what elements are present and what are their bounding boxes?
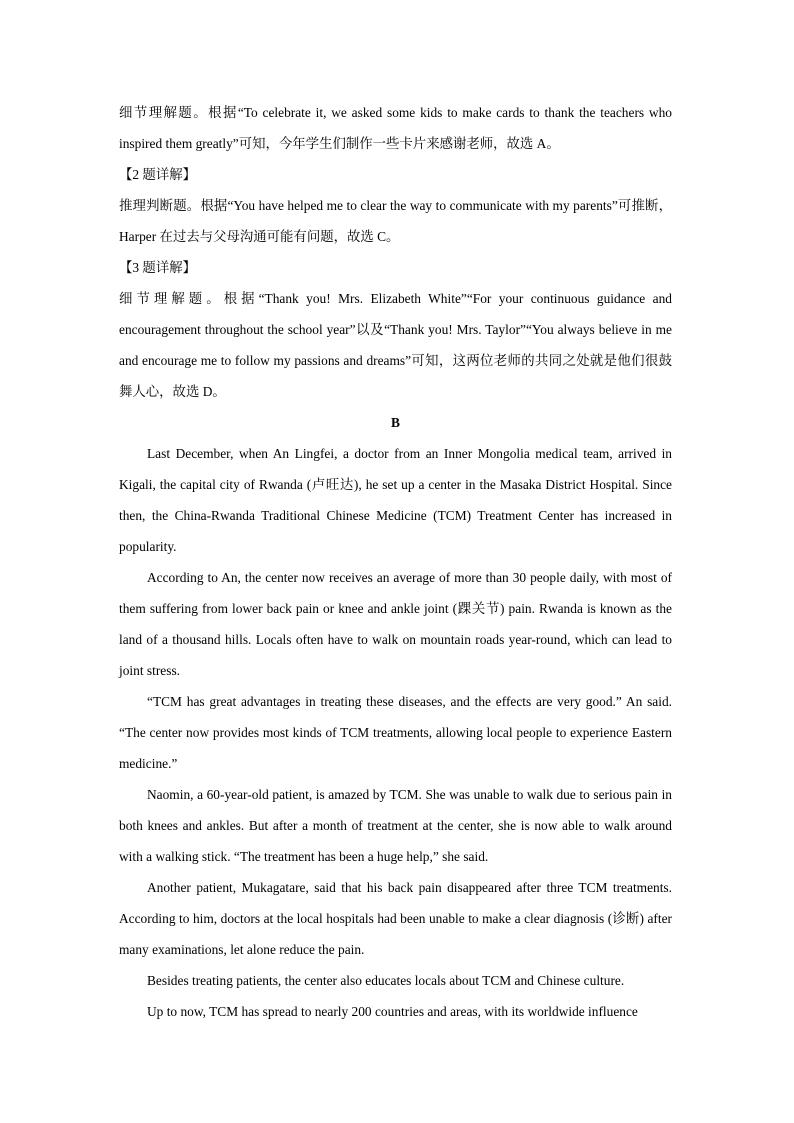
passage-paragraph: Besides treating patients, the center also educates locals about TCM and Chinese culture.	[147, 973, 625, 988]
passage-paragraph: Naomin, a 60-year-old patient, is amazed by TCM. She was unable to walk due to serious pain in both knees and ankles. But after a month of treatment at the center, she is now able to walk around with a walking stick. “The treatment has been a huge help,” she said.	[119, 787, 672, 864]
q3-explanation: 细节理解题。根据“Thank you! Mrs. Elizabeth White”“For your continuous guidance and encouragement throughout the school year”以及“Thank you! Mrs. Taylor”“You always believe in me and encourage me to follow my passions and dreams”可知，这两位老师的共同之处就是他们很鼓舞人心，故选 D。	[119, 291, 672, 399]
document-page	[119, 97, 672, 1027]
passage-paragraph: Last December, when An Lingfei, a doctor from an Inner Mongolia medical team, arrived in Kigali, the capital city of Rwanda (卢旺达), he set up a center in the Masaka District Hospital. Since then, the China-Rwanda Traditional Chinese Medicine (TCM) Treatment Center has increased in popularity.	[119, 446, 672, 554]
passage-paragraph: According to An, the center now receives an average of more than 30 people daily, with most of them suffering from lower back pain or knee and ankle joint (踝关节) pain. Rwanda is known as the land of a thousand hills. Locals often have to walk on mountain roads year-round, which can lead to joint stress.	[119, 570, 672, 678]
passage-section-label: B	[391, 415, 400, 430]
q3-heading: 【3 题详解】	[119, 260, 196, 275]
q2-explanation: 推理判断题。根据“You have helped me to clear the way to communicate with my parents”可推断，Harper 在过去与父母沟通可能有问题，故选 C。	[119, 198, 672, 244]
passage-paragraph: Another patient, Mukagatare, said that his back pain disappeared after three TCM treatments. According to him, doctors at the local hospitals had been unable to make a clear diagnosis (诊断) after many examinations, let alone reduce the pain.	[119, 880, 672, 957]
passage-paragraph: “TCM has great advantages in treating these diseases, and the effects are very good.” An said. “The center now provides most kinds of TCM treatments, allowing local people to experience Eastern medicine.”	[119, 694, 672, 771]
passage-paragraph: Up to now, TCM has spread to nearly 200 countries and areas, with its worldwide influence	[147, 1004, 638, 1019]
q2-heading: 【2 题详解】	[119, 167, 196, 182]
q1-explanation: 细节理解题。根据“To celebrate it, we asked some kids to make cards to thank the teachers who inspired them greatly”可知，今年学生们制作一些卡片来感谢老师，故选 A。	[119, 105, 672, 151]
